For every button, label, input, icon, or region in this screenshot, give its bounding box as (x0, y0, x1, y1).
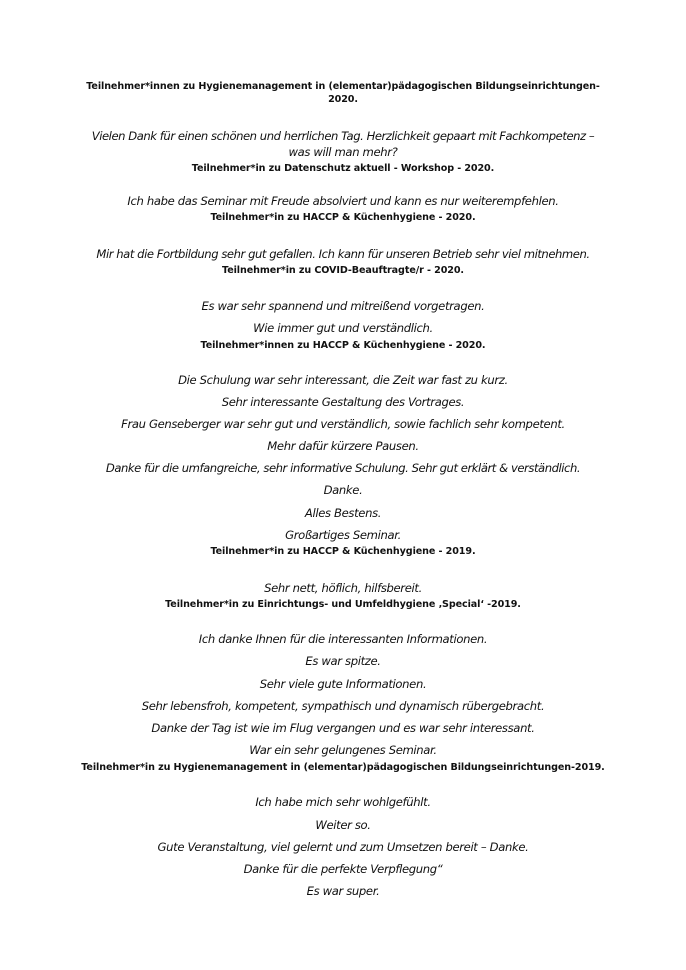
participant-label: Teilnehmer*in zu HACCP & Küchenhygiene - 2020. (210, 212, 476, 223)
testimonial-quote: Sehr interessante Gestaltung des Vortrages. (221, 395, 465, 409)
participant-label: 2020. (328, 94, 358, 105)
testimonial-quote: Weiter so. (315, 818, 371, 832)
testimonial-quote: Vielen Dank für einen schönen und herrlichen Tag. Herzlichkeit gepaart mit Fachkompetenz – (91, 129, 595, 143)
participant-label: Teilnehmer*in zu COVID-Beauftragte/r - 2020. (222, 265, 464, 276)
testimonial-quote: Danke der Tag ist wie im Flug vergangen und es war sehr interessant. (151, 721, 535, 735)
testimonial-quote: Mehr dafür kürzere Pausen. (267, 439, 419, 453)
testimonial-quote: Wie immer gut und verständlich. (253, 321, 433, 335)
testimonial-quote: Danke für die umfangreiche, sehr informative Schulung. Sehr gut erklärt & verständlich. (105, 461, 581, 475)
testimonial-quote: Danke für die perfekte Verpflegung“ (243, 862, 443, 876)
testimonial-quote: Gute Veranstaltung, viel gelernt und zum Umsetzen bereit – Danke. (157, 840, 529, 854)
participant-label: Teilnehmer*in zu HACCP & Küchenhygiene - 2019. (210, 546, 476, 557)
testimonial-quote: was will man mehr? (288, 145, 398, 159)
testimonial-quote: War ein sehr gelungenes Seminar. (249, 743, 437, 757)
testimonial-quote: Mir hat die Fortbildung sehr gut gefallen. Ich kann für unseren Betrieb sehr viel mitnehmen. (96, 247, 590, 261)
testimonial-quote: Es war super. (306, 884, 380, 898)
testimonial-quote: Sehr lebensfroh, kompetent, sympathisch und dynamisch rübergebracht. (141, 699, 545, 713)
testimonial-quote: Danke. (323, 483, 363, 497)
testimonial-quote: Sehr viele gute Informationen. (259, 677, 427, 691)
testimonial-quote: Großartiges Seminar. (285, 528, 401, 542)
testimonial-quote: Sehr nett, höflich, hilfsbereit. (264, 581, 422, 595)
participant-label: Teilnehmer*in zu Hygienemanagement in (elementar)pädagogischen Bildungseinrichtungen-2019. (81, 762, 605, 773)
testimonial-quote: Ich habe das Seminar mit Freude absolviert und kann es nur weiterempfehlen. (127, 194, 559, 208)
participant-label: Teilnehmer*innen zu HACCP & Küchenhygiene - 2020. (200, 340, 486, 351)
participant-label: Teilnehmer*innen zu Hygienemanagement in (elementar)pädagogischen Bildungseinrichtungen- (86, 81, 600, 92)
testimonial-quote: Die Schulung war sehr interessant, die Zeit war fast zu kurz. (178, 373, 508, 387)
testimonial-quote: Ich danke Ihnen für die interessanten Informationen. (198, 632, 488, 646)
participant-label: Teilnehmer*in zu Einrichtungs- und Umfeldhygiene ‚Special‘ -2019. (165, 599, 521, 610)
testimonial-quote: Frau Genseberger war sehr gut und verständlich, sowie fachlich sehr kompetent. (121, 417, 565, 431)
testimonial-quote: Es war sehr spannend und mitreißend vorgetragen. (201, 299, 485, 313)
testimonial-quote: Ich habe mich sehr wohlgefühlt. (255, 795, 431, 809)
testimonial-quote: Alles Bestens. (304, 506, 382, 520)
participant-label: Teilnehmer*in zu Datenschutz aktuell - Workshop - 2020. (191, 163, 495, 174)
testimonial-quote: Es war spitze. (305, 654, 381, 668)
